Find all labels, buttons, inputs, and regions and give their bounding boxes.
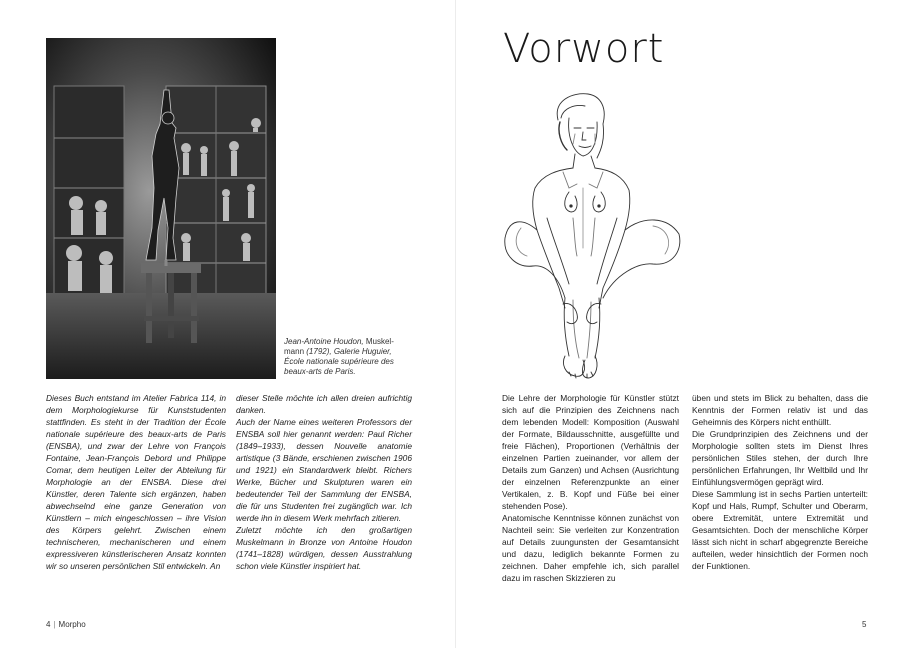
paragraph: Diese Sammlung ist in sechs Partien unterteilt: Kopf und Hals, Rumpf, Schulter und Oberarm, obere Extremität, untere Extremität und Gesamtsichten. Doch der menschliche Körper lässt sich nicht in scharf abgegrenzte Bereiche aufteilen, weder hinsichtlich der Formen noch der Funktionen. [692,489,868,571]
chapter-title: Vorwort [503,26,665,72]
right-column-2 [692,392,868,572]
left-column-1 [46,392,226,572]
footer-separator: | [53,620,56,629]
page-number: 5 [862,620,867,629]
left-footer [46,620,86,629]
paragraph: Auch der Name eines weiteren Professors der ENSBA soll hier genannt werden: Paul Richer (1849–1933), dessen Nouvelle anatomie artistique (3 Bände, erschienen zwischen 1906 und 1921) ein Standardwerk bleibt. Richers Werke, Bücher und Skulpturen waren ein bedeutender Teil der Sammlung der ENSBA, die für uns Studenten frei zugänglich war. Ich werde ihn in diesem Werk mehrfach zitieren. [236,417,412,523]
right-column-1 [502,392,679,584]
caption-title: Muskel-mann [284,337,394,356]
anatomy-sketch [503,88,683,380]
paragraph: Dieses Buch entstand im Atelier Fabrica 114, in dem Morphologiekurse für Kunststudenten stattfinden. Es steht in der Tradition der École nationale supérieure des beaux-arts de Paris (ENSBA), und zwar der Lehre von François Fontaine, Jean-François Debord und Philippe Comar, dem heutigen Leiter der Abteilung für Morphologie an der ENSBA. Diese drei Künstler, deren Talente sich ergänzen, haben abwechselnd eine ganze Generation von Künstlern – mich eingeschlossen – ihre Vision des Körpers gelehrt. Zwischen einem technischeren, mechanischeren und einem expressiveren künstlerischeren Ansatz konnten wir so unseren persönlichen Stil entwickeln. An [46,393,226,571]
paragraph: üben und stets im Blick zu behalten, dass die Kenntnis der Formen relativ ist und das Geheimnis des Körpers nicht enthüllt. [692,393,868,427]
page-number: 4 [46,620,51,629]
paragraph: dieser Stelle möchte ich allen dreien aufrichtig danken. [236,393,412,415]
paragraph: Zuletzt möchte ich den großartigen Muskelmann in Bronze von Antoine Houdon (1741–1828) würdigen, dessen Ausstrahlung schon viele Künstler inspiriert hat. [236,525,412,571]
right-footer [862,620,866,629]
caption-details: (1792), Galerie Huguier, École nationale supérieure des beaux-arts de Paris. [284,347,394,376]
caption-author: Jean-Antoine Houdon, [284,337,364,346]
statue-photo [46,38,276,379]
paragraph: Die Grundprinzipien des Zeichnens und der Morphologie sollten stets im Dienst Ihres persönlichen Stiles stehen, der durch Ihre persönlichen Erfahrungen, Ihr Weltbild und Ihr Einfühlungsvermögen geprägt wird. [692,429,868,487]
paragraph: Anatomische Kenntnisse können zunächst von Nachteil sein: Sie verleiten zur Konzentration auf Details zuungunsten der Gesamtansicht und dazu, lediglich bekannte Formen zu zeichnen. Daher empfehle ich, sich parallel dazu im raschen Skizzieren zu [502,513,679,583]
left-column-2 [236,392,412,572]
book-title: Morpho [58,620,86,629]
paragraph: Die Lehre der Morphologie für Künstler stützt sich auf die Prinzipien des Zeichnens nach dem lebenden Modell: Komposition (Auswahl der Formate, Bildausschnitte, ausgefüllte und freie Flächen), Proportionen (Verhältnis der einzelnen Partien zueinander, vor allem der Details zum Ganzen) und Achsen (Ausrichtung der einzelnen Referenzpunkte an einer Vertikalen, z. B. Kopf und Füße bei einer stehenden Pose). [502,393,679,511]
left-page [0,0,456,648]
photo-caption [284,337,412,377]
